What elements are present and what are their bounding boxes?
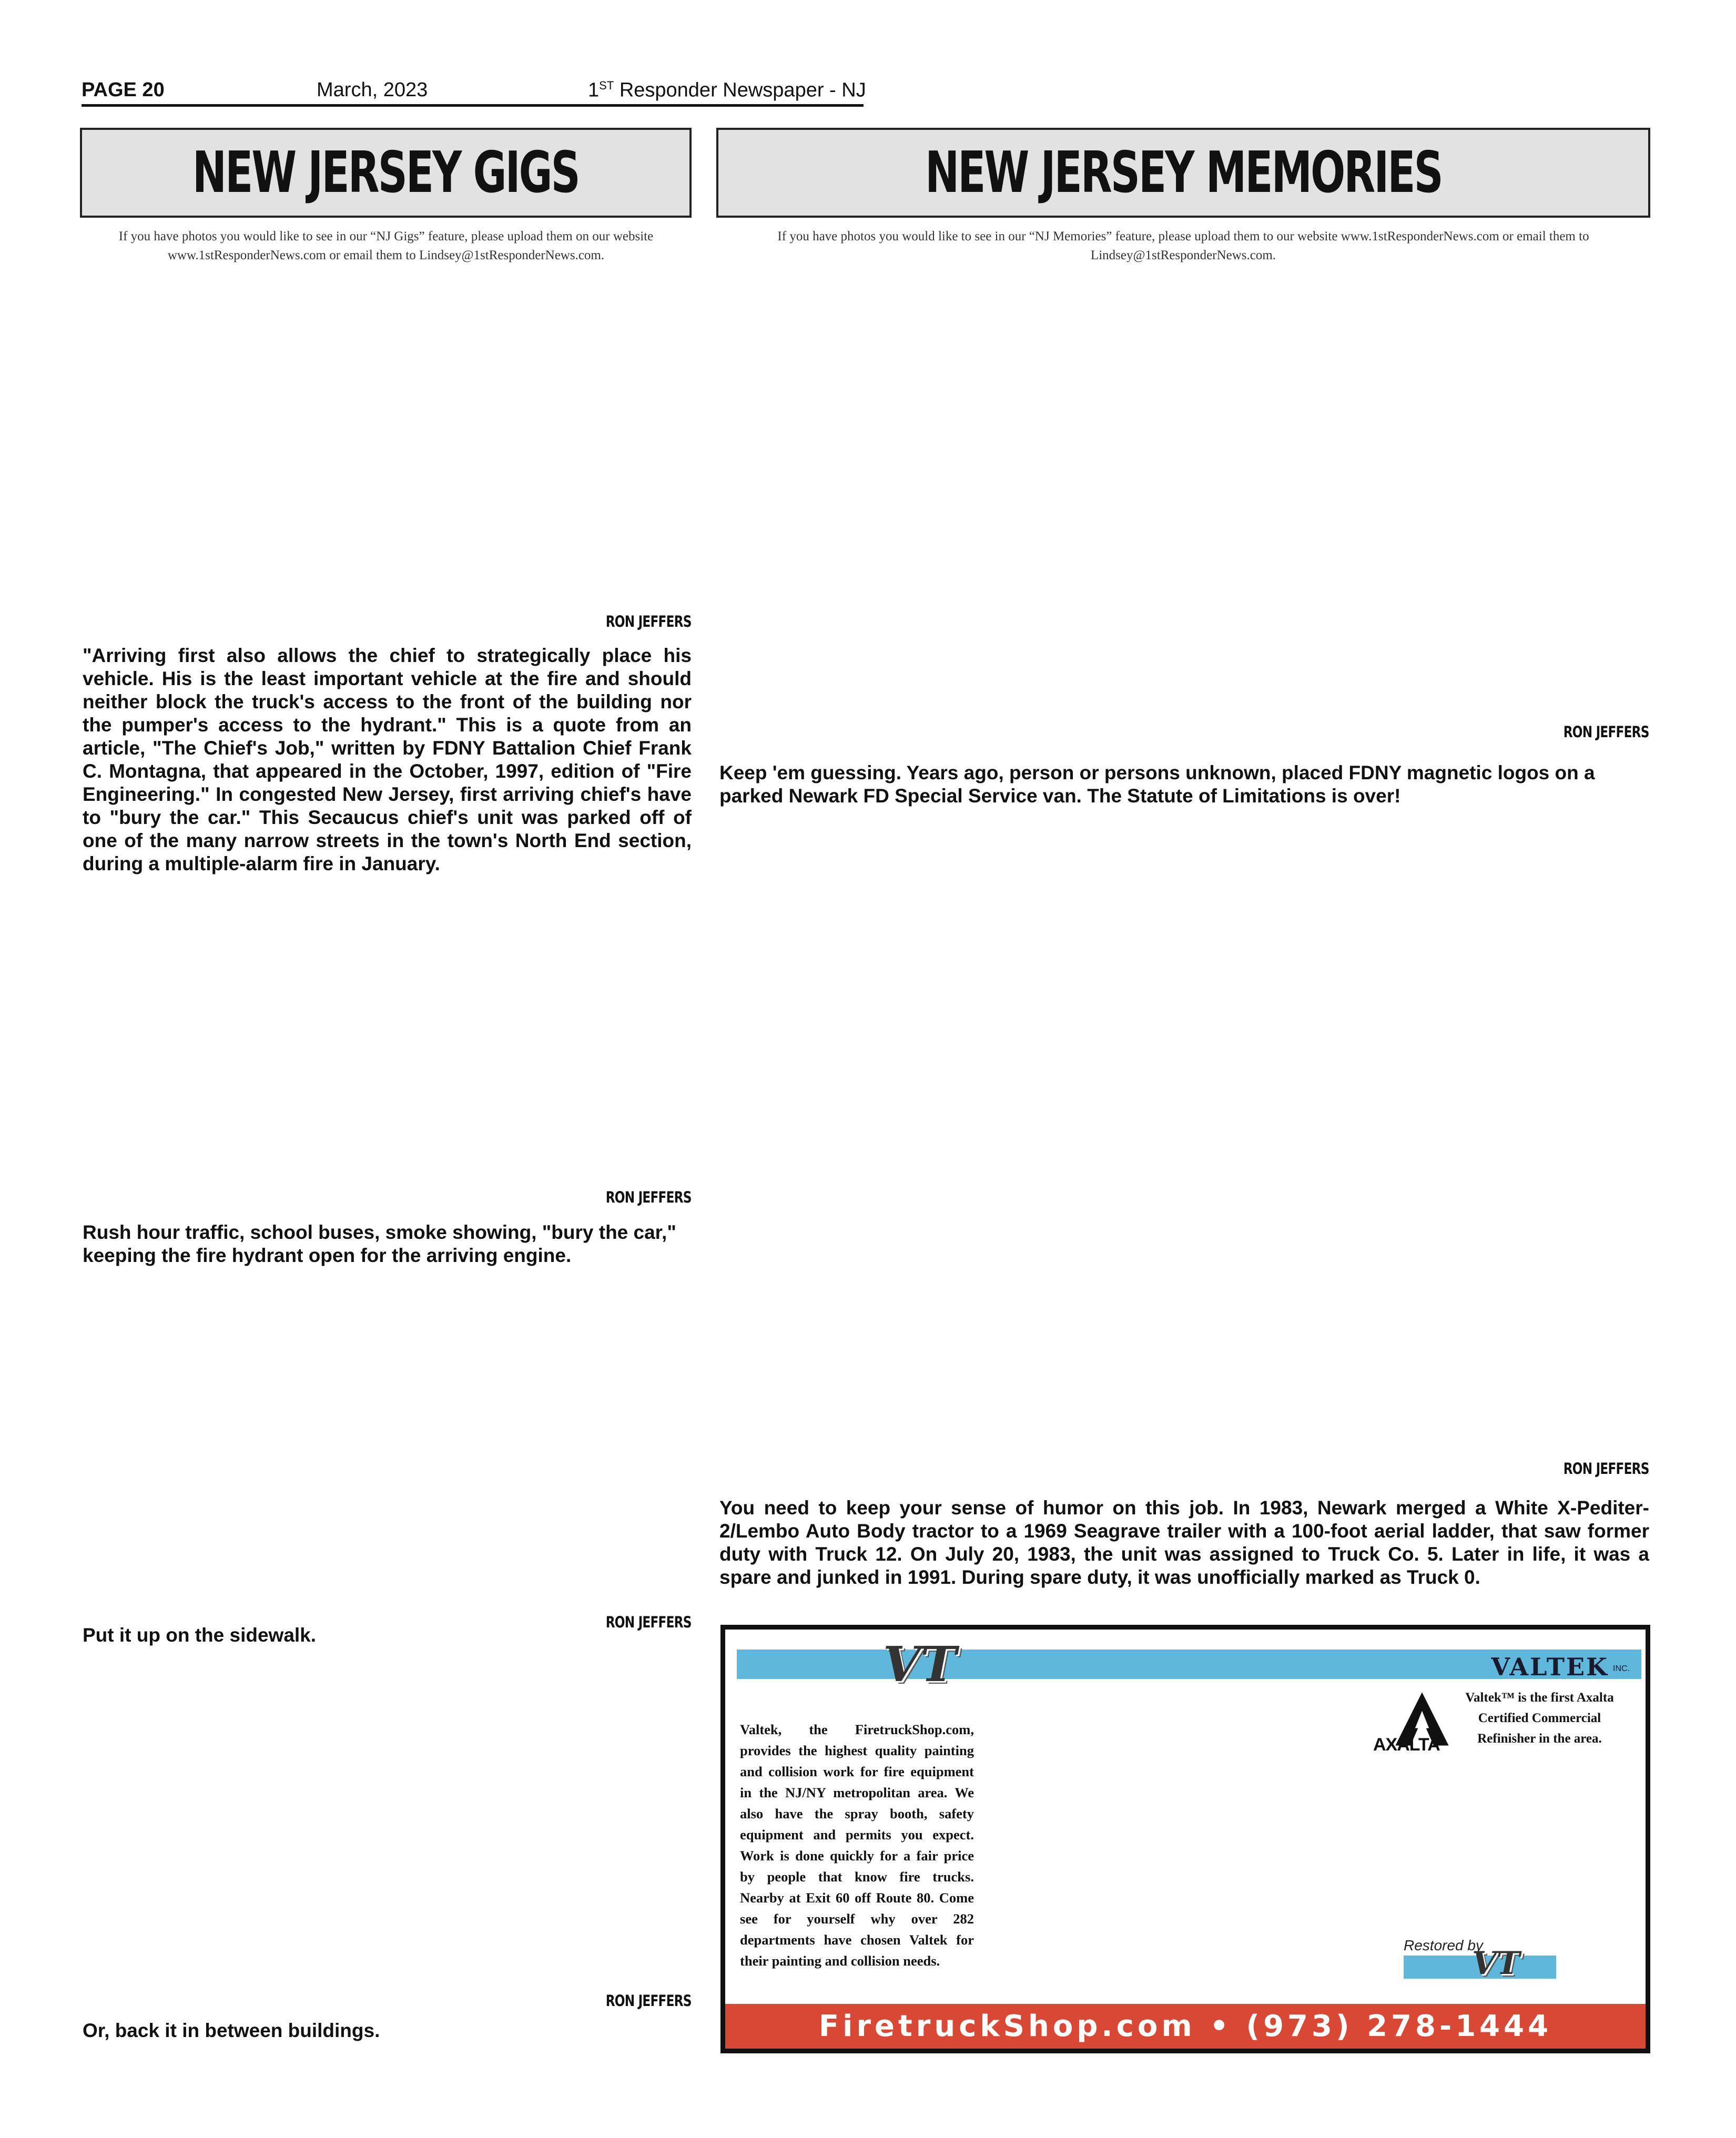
photo-caption: Keep 'em guessing. Years ago, person or persons unknown, placed FDNY magnetic logos on a parked Newark FD Special Service van. The Statute of Limitations is over! [719, 762, 1595, 807]
publication-number: 1 [588, 79, 600, 101]
axalta-note: Valtek™ is the first Axalta Certified Commercial Refinisher in the area. [1465, 1691, 1614, 1746]
ad-website-phone[interactable]: FiretruckShop.com • (973) 278-1444 [818, 2009, 1552, 2043]
gigs-photo-3 [82, 1278, 692, 1604]
photo-credit: RON JEFFERS [606, 613, 692, 630]
ad-footer-bar[interactable] [725, 2004, 1646, 2049]
photo-caption: "Arriving first also allows the chief to strategically place his vehicle. His is the least important vehicle at the fire and should neither block the truck's access to the front of the building nor the pumper's access to the hydrant." This is a quote from an article, "The Chief's Job," written by FDNY Battalion Chief Frank C. Montagna, that appeared in the October, 1997, edition of "Fire Engineering." In congested New Jersey, first arriving chief's have to "bury the car." This Secaucus chief's unit was parked off of one of the many narrow streets in the town's North End section, during a multiple-alarm fire in January. [83, 645, 692, 874]
memories-intro: If you have photos you would like to see in our “NJ Memories” feature, please upload them to our website www.1stResponderNews.com or email them to Lindsey@1stResponderNews.com. [777, 229, 1589, 262]
vt-logo: VT [883, 1636, 957, 1693]
vt-logo-small: VT [1472, 1945, 1520, 1982]
memories-photo-1 [719, 273, 1649, 720]
publication-superscript: ST [599, 79, 614, 92]
valtek-inc: INC. [1613, 1664, 1630, 1673]
photo-caption: Or, back it in between buildings. [83, 2020, 380, 2041]
gigs-intro: If you have photos you would like to see in our “NJ Gigs” feature, please upload them on our website www.1stResponderNews.com or email them to Lindsey@1stResponderNews.com. [118, 229, 654, 262]
photo-credit: RON JEFFERS [606, 1613, 692, 1631]
photo-credit: RON JEFFERS [606, 1992, 692, 2010]
memories-photo-2 [719, 831, 1649, 1451]
photo-caption: Put it up on the sidewalk. [83, 1624, 317, 1646]
page-number: PAGE 20 [82, 79, 165, 101]
gigs-photo-4 [82, 1662, 692, 1988]
gigs-photo-2 [82, 889, 692, 1183]
gigs-banner [80, 128, 692, 218]
header-rule [82, 104, 864, 107]
restored-by-label: Restored by [1404, 1937, 1483, 1953]
photo-caption: You need to keep your sense of humor on this job. In 1983, Newark merged a White X-Pediter-2/Lembo Auto Body tractor to a 1969 Seagrave trailer with a 100-foot aerial ladder, that saw former duty with Truck 12. On July 20, 1983, the unit was assigned to Truck Co. 5. Later in life, it was a spare and junked in 1991. During spare duty, it was unofficially marked as Truck 0. [719, 1497, 1649, 1588]
photo-credit: RON JEFFERS [606, 1188, 692, 1206]
memories-banner [716, 128, 1650, 218]
publication-name [588, 79, 866, 102]
gigs-photo-1 [82, 273, 692, 610]
issue-date: March, 2023 [317, 79, 428, 101]
photo-caption: Rush hour traffic, school buses, smoke showing, "bury the car," keeping the fire hydrant open for the arriving engine. [83, 1221, 676, 1266]
photo-credit: RON JEFFERS [1564, 1460, 1649, 1478]
valtek-advertisement[interactable] [720, 1625, 1650, 2053]
publication-title: Responder Newspaper - NJ [614, 79, 866, 101]
axalta-wordmark: AXALTA [1373, 1735, 1440, 1755]
gigs-title: NEW JERSEY GIGS [192, 140, 579, 206]
photo-credit: RON JEFFERS [1564, 723, 1649, 741]
memories-title: NEW JERSEY MEMORIES [925, 140, 1442, 206]
valtek-wordmark: VALTEK [1491, 1653, 1609, 1681]
ad-body-text: Valtek, the FiretruckShop.com, provides the highest quality painting and collision work for fire equipment in the NJ/NY metropolitan area. We also have the spray booth, safety equipment and permits you expect. Work is done quickly for a fair price by people that know fire trucks. Nearby at Exit 60 off Route 80. Come see for yourself why over 282 departments have chosen Valtek for their painting and collision needs. [740, 1722, 974, 1969]
